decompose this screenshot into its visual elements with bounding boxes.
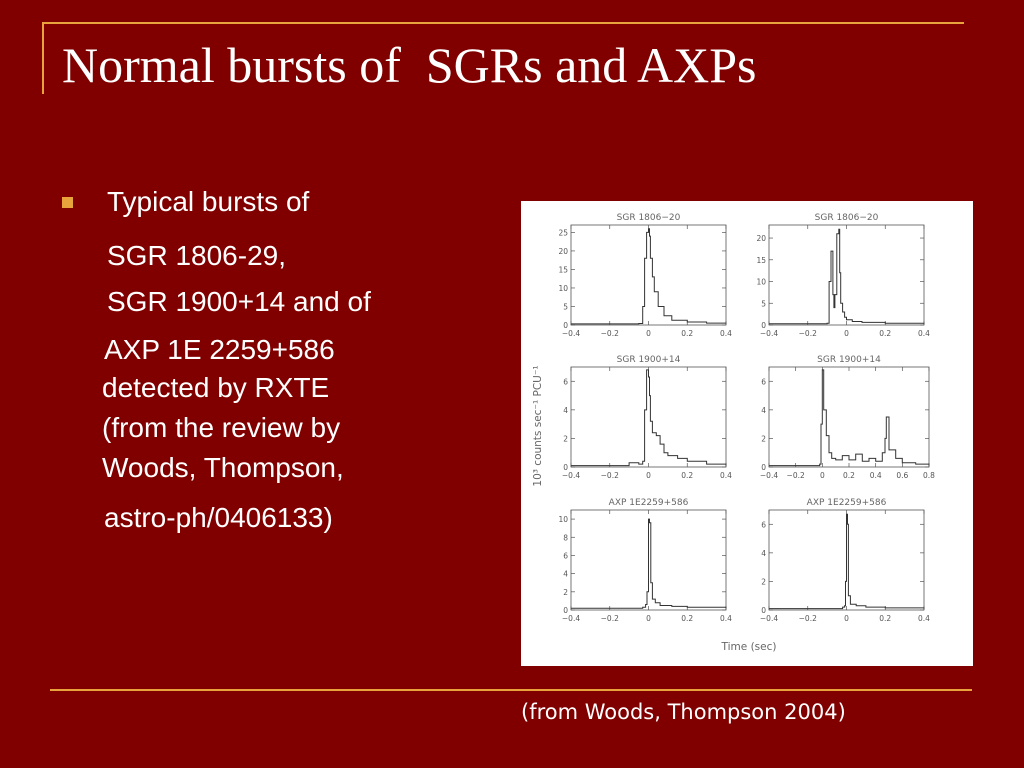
bullet-line-2: SGR 1806-29, [107,240,286,271]
panel-1-title: SGR 1806−20 [616,213,681,223]
y-axis-label: 10³ counts sec⁻¹ PCU⁻¹ [532,365,544,487]
bullet-line-3: SGR 1900+14 and of [107,286,371,317]
panel-4-xtick-label-5: 0.4 [869,471,882,480]
panel-4-ytick-label-3: 4 [761,405,766,415]
panel-5-ytick-label-2: 2 [563,587,568,597]
panel-3-xtick-label-4: 0.2 [681,471,694,480]
panel-2-frame [769,225,924,325]
panel-1-xtick-label-4: 0.2 [681,329,694,338]
panel-3-ytick-label-1: 0 [563,463,568,472]
bullet-line-4: AXP 1E 2259+586 [104,334,335,365]
panel-6-xtick-label-5: 0.4 [918,614,930,623]
panel-2-xtick-label-4: 0.2 [879,329,892,338]
panel-1-xtick-label-5: 0.4 [720,329,732,338]
bullet-line-6: (from the review by [102,412,341,443]
panel-4-xtick-label-3: 0 [819,471,825,480]
panel-2-ytick-label-5: 20 [756,234,766,244]
bullet-line-7: Woods, Thompson, [102,452,344,483]
panel-5-ytick-label-6: 10 [558,515,568,525]
bullet-line-8: astro-ph/0406133) [104,502,333,533]
panel-6-xtick-label-1: −0.4 [759,614,779,623]
panel-4-xtick-label-4: 0.2 [843,471,855,480]
panel-5-title: AXP 1E2259+586 [608,498,689,508]
panel-1-xtick-label-3: 0 [646,329,651,338]
panel-6-title: AXP 1E2259+586 [806,498,887,508]
panel-3-title: SGR 1900+14 [616,355,681,365]
panel-4-frame [769,367,929,467]
panel-2-xtick-label-3: 0 [844,329,849,338]
panel-2-ytick-label-4: 15 [756,255,766,265]
panel-5-xtick-label-2: −0.2 [600,614,619,623]
burst-chart-svg [521,201,973,666]
panel-3-xtick-label-3: 0 [646,471,651,480]
panel-5-xtick-label-1: −0.4 [561,614,581,623]
panel-4-ytick-label-2: 2 [761,434,766,444]
bullet-marker [62,197,73,208]
panel-6-xtick-label-4: 0.2 [879,614,892,623]
panel-1-ytick-label-6: 25 [558,228,568,238]
panel-2-ytick-label-1: 0 [761,321,766,330]
panel-3-ytick-label-3: 4 [563,405,568,415]
title-frame-left [42,22,44,94]
panel-4-xtick-label-2: −0.2 [786,471,805,480]
panel-4-xtick-label-6: 0.6 [896,471,909,480]
panel-4-light-curve [769,370,929,466]
panel-6-ytick-label-3: 4 [761,548,766,558]
panel-5-light-curve [571,519,726,608]
panel-6-ytick-label-4: 6 [761,520,766,530]
panel-1-ytick-label-5: 20 [558,246,568,256]
panel-4-title: SGR 1900+14 [817,355,881,365]
panel-5-ytick-label-1: 0 [563,606,568,615]
panel-3-xtick-label-2: −0.2 [600,471,619,480]
panel-6-light-curve [769,514,924,608]
panel-5-ytick-label-3: 4 [563,569,568,579]
panel-6-xtick-label-2: −0.2 [798,614,817,623]
panel-5-xtick-label-5: 0.4 [720,614,732,623]
panel-1-ytick-label-2: 5 [563,302,568,312]
bullet-line-5: detected by RXTE [102,372,330,403]
panel-6-xtick-label-3: 0 [844,614,849,623]
panel-1-ytick-label-3: 10 [558,283,568,293]
panel-3-frame [571,367,726,467]
panel-2-title: SGR 1806−20 [814,213,879,223]
panel-3-ytick-label-4: 6 [563,377,568,387]
panel-1-xtick-label-1: −0.4 [561,329,581,338]
bullet-line-1: Typical bursts of [107,186,310,217]
slide-title: Normal bursts of SGRs and AXPs [62,37,757,93]
panel-1-ytick-label-4: 15 [558,265,568,275]
panel-2-ytick-label-2: 5 [761,299,766,309]
panel-6-ytick-label-2: 2 [761,577,766,587]
panel-4-xtick-label-1: −0.4 [759,471,779,480]
panel-2-xtick-label-5: 0.4 [918,329,930,338]
panel-1-xtick-label-2: −0.2 [600,329,619,338]
panel-1-light-curve [571,229,726,324]
panel-2-xtick-label-2: −0.2 [798,329,817,338]
panel-3-ytick-label-2: 2 [563,434,568,444]
figure-credit: (from Woods, Thompson 2004) [521,700,846,724]
panel-1-frame [571,225,726,325]
panel-3-xtick-label-5: 0.4 [720,471,732,480]
panel-2-xtick-label-1: −0.4 [759,329,779,338]
panel-3-light-curve [571,370,726,466]
panel-4-xtick-label-7: 0.8 [923,471,935,480]
panel-4-ytick-label-4: 6 [761,377,766,387]
panel-2-ytick-label-3: 10 [756,277,766,287]
panel-1-ytick-label-1: 0 [563,321,568,330]
panel-4-ytick-label-1: 0 [761,463,766,472]
title-frame-top [42,22,964,24]
panel-5-ytick-label-5: 8 [563,533,568,543]
panel-5-xtick-label-4: 0.2 [681,614,694,623]
panel-5-xtick-label-3: 0 [646,614,651,623]
burst-light-curves-figure [521,201,973,666]
footer-divider [50,689,972,691]
x-axis-label: Time (sec) [721,641,777,653]
panel-3-xtick-label-1: −0.4 [561,471,581,480]
panel-5-ytick-label-4: 6 [563,551,568,561]
panel-2-light-curve [769,229,924,323]
panel-6-ytick-label-1: 0 [761,606,766,615]
